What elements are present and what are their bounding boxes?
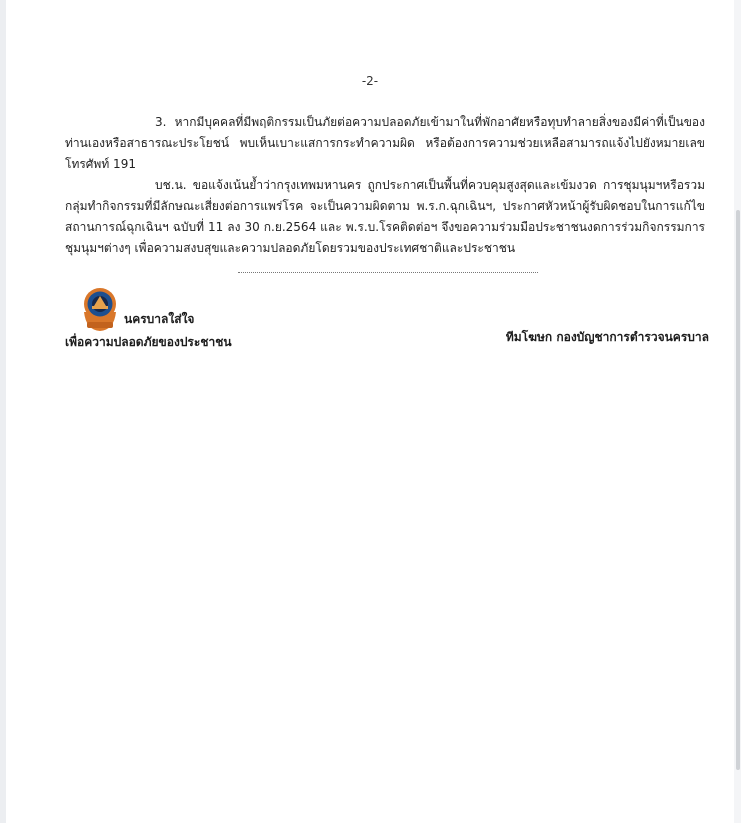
document-body: [65, 112, 705, 259]
paragraph-2: บช.น. ขอแจ้งเน้นย้ำว่ากรุงเทพมหานคร ถูกประกาศเป็นพื้นที่ควบคุมสูงสุดและเข้มงวด การชุมนุมฯหรือรวมกลุ่มทำกิจกรรมที่มีลักษณะเสี่ยงต่อการแพร่โรค จะเป็นความผิดตาม พ.ร.ก.ฉุกเฉินฯ, ประกาศหัวหน้าผู้รับผิดชอบในการแก้ไขสถานการณ์ฉุกเฉินฯ ฉบับที่ 11 ลง 30 ก.ย.2564 และ พ.ร.บ.โรคติดต่อฯ จึงขอความร่วมมือประชาชนงดการร่วมกิจกรรมการชุมนุมฯต่างๆ เพื่อความสงบสุขและความปลอดภัยโดยรวมของประเทศชาติและประชาชน: [65, 178, 705, 255]
scrollbar-track[interactable]: [734, 0, 741, 823]
page-number: -2-: [361, 74, 379, 88]
document-page: [6, 0, 734, 823]
dotted-separator: [238, 272, 538, 273]
paragraph-1: 3. หากมีบุคคลที่มีพฤติกรรมเป็นภัยต่อความปลอดภัยเข้ามาในที่พักอาศัยหรือทุบทำลายสิ่งของมีค่าที่เป็นของท่านเองหรือสาธารณะประโยชน์ พบเห็นเบาะแสการกระทำความผิด หรือต้องการความช่วยเหลือสามารถแจ้งไปยังหมายเลขโทรศัพท์ 191: [65, 115, 705, 171]
scrollbar-thumb[interactable]: [736, 210, 740, 770]
police-seal-icon: [78, 286, 122, 332]
seal-caption: นครบาลใส่ใจ: [124, 312, 195, 326]
issuer-team: ทีมโฆษก กองบัญชาการตำรวจนครบาล: [505, 330, 709, 344]
tagline: เพื่อความปลอดภัยของประชาชน: [65, 335, 232, 349]
